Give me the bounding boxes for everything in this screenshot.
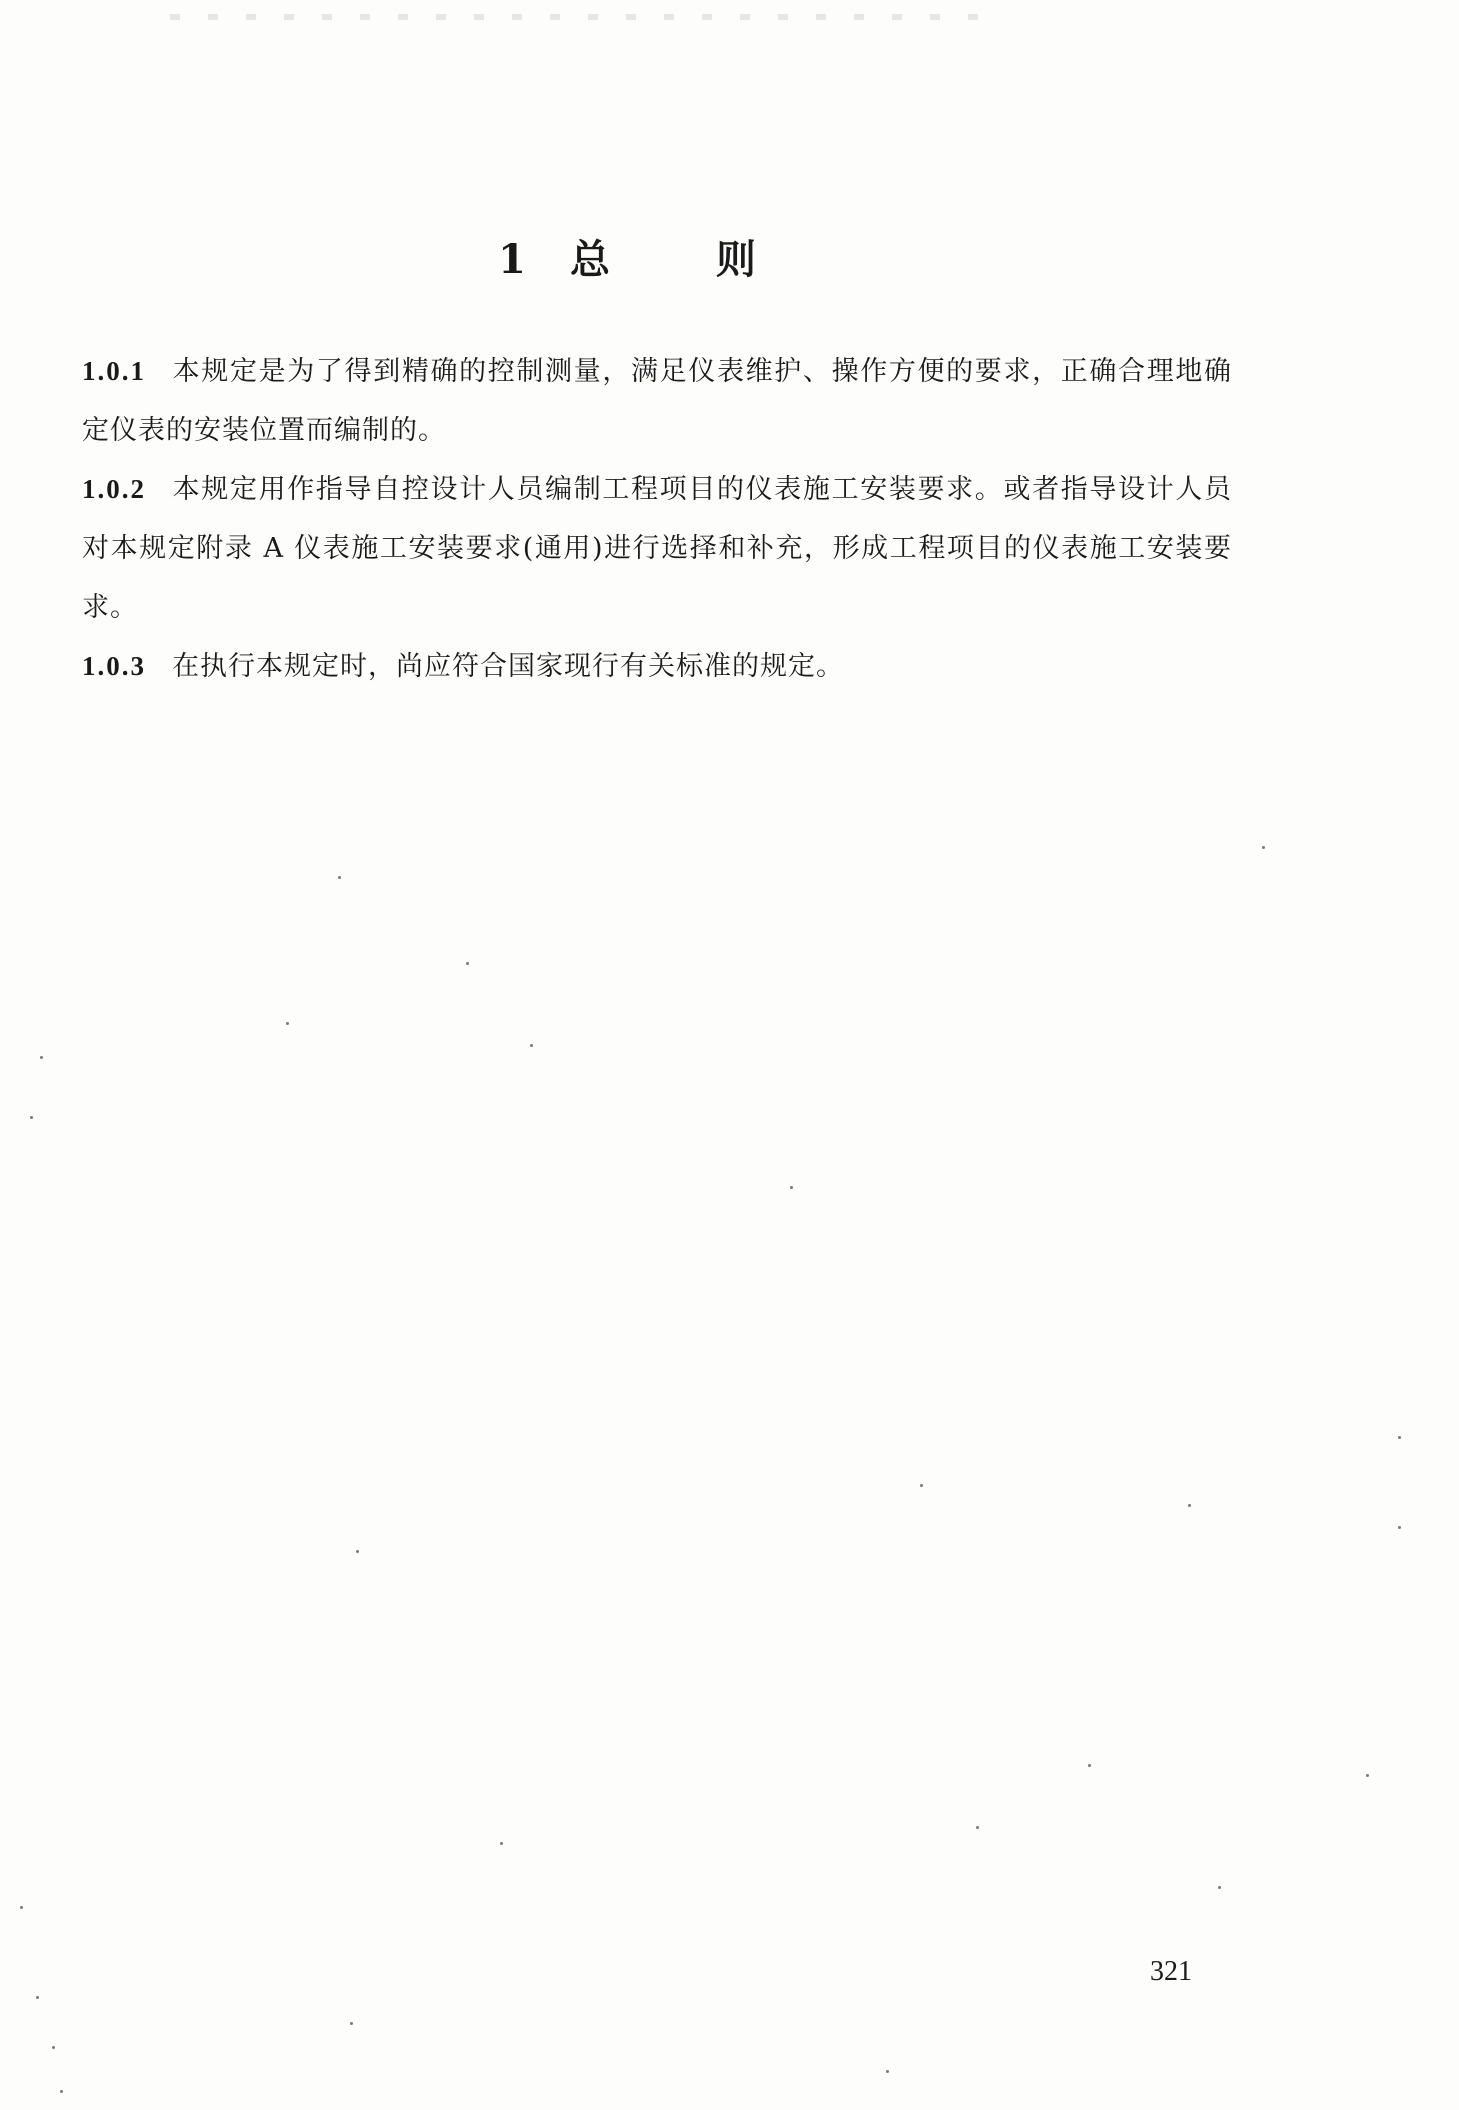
scan-speck bbox=[286, 1022, 289, 1025]
scan-speck bbox=[920, 1484, 923, 1487]
clause-list bbox=[82, 342, 1232, 696]
scan-speck bbox=[1262, 846, 1265, 849]
scan-speck bbox=[1218, 1886, 1221, 1889]
scan-speck bbox=[1188, 1504, 1191, 1507]
clause-number: 1.0.1 bbox=[82, 356, 146, 386]
scan-speck bbox=[36, 1996, 39, 1999]
chapter-title: 总 则 bbox=[569, 236, 802, 283]
scan-speck bbox=[1398, 1526, 1401, 1529]
scan-speck bbox=[886, 2070, 889, 2073]
scan-speck bbox=[350, 2022, 353, 2025]
clause-1-0-1 bbox=[82, 342, 1232, 460]
clause-number: 1.0.3 bbox=[82, 651, 146, 681]
scan-speck bbox=[40, 1056, 43, 1059]
clause-1-0-2 bbox=[82, 460, 1232, 637]
scan-speck bbox=[530, 1044, 533, 1047]
scan-speck bbox=[500, 1842, 503, 1845]
chapter-number: 1 bbox=[498, 236, 532, 283]
scan-speck bbox=[1088, 1764, 1091, 1767]
clause-number: 1.0.2 bbox=[82, 474, 146, 504]
scan-speck bbox=[20, 1906, 23, 1909]
clause-1-0-3 bbox=[82, 637, 1232, 696]
scan-speck bbox=[338, 876, 341, 879]
scan-speck bbox=[790, 1186, 793, 1189]
scan-speck bbox=[52, 2046, 55, 2049]
scan-speck bbox=[1366, 1774, 1369, 1777]
scan-speck bbox=[466, 962, 469, 965]
chapter-heading bbox=[0, 228, 1300, 285]
clause-text: 本规定是为了得到精确的控制测量，满足仪表维护、操作方便的要求，正确合理地确定仪表的安装位置而编制的。 bbox=[82, 356, 1232, 446]
page-number: 321 bbox=[1150, 1956, 1192, 1987]
scan-speck bbox=[356, 1550, 359, 1553]
scan-artifact-top bbox=[170, 14, 990, 20]
clause-text: 在执行本规定时，尚应符合国家现行有关标准的规定。 bbox=[172, 651, 844, 682]
scan-speck bbox=[1398, 1436, 1401, 1439]
scan-speck bbox=[30, 1116, 33, 1119]
scan-speck bbox=[976, 1826, 979, 1829]
scan-speck bbox=[60, 2090, 63, 2093]
clause-text: 本规定用作指导自控设计人员编制工程项目的仪表施工安装要求。或者指导设计人员对本规定附录 A 仪表施工安装要求(通用)进行选择和补充，形成工程项目的仪表施工安装要求。 bbox=[82, 474, 1232, 623]
